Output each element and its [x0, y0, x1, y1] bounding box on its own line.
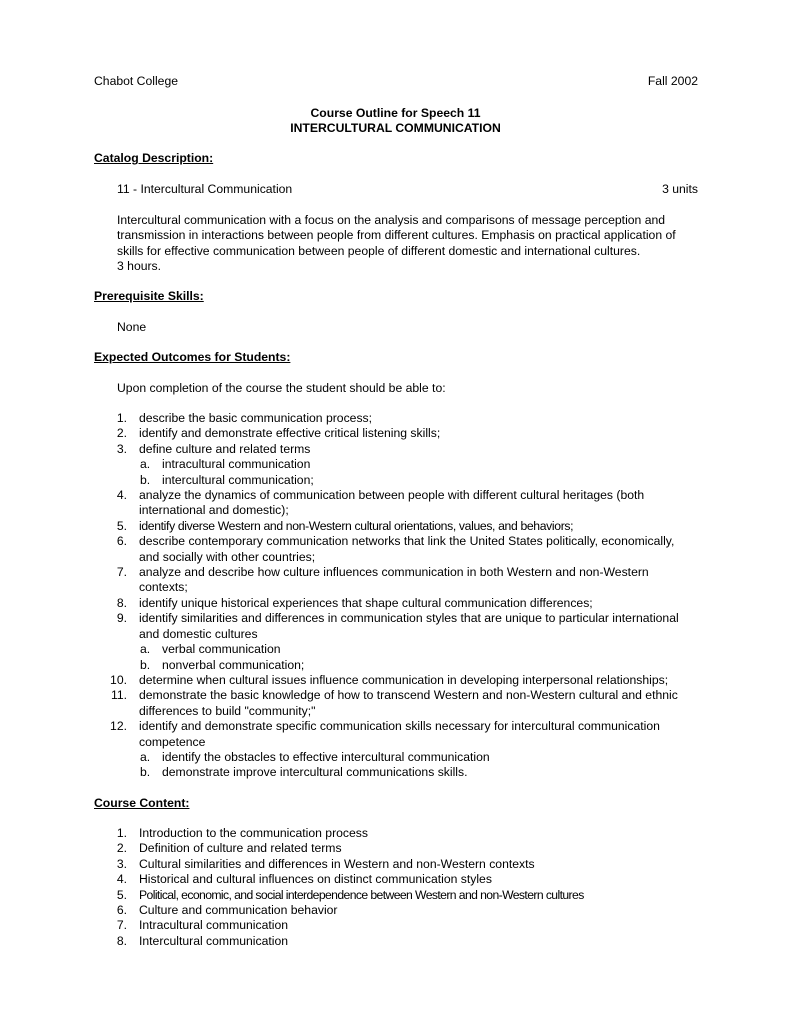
- list-item: 2. identify and demonstrate effective critical listening skills;: [116, 426, 441, 441]
- college-name: Chabot College: [94, 74, 179, 88]
- list-item: 5. Political, economic, and social interdependence between Western and non-Western cultures: [116, 887, 584, 902]
- page-header: [94, 74, 698, 89]
- content-list: [94, 826, 698, 949]
- list-item: 4. Historical and cultural influences on distinct communication styles: [116, 872, 492, 887]
- catalog-hours: 3 hours.: [117, 259, 162, 274]
- list-item: 1. describe the basic communication process;: [116, 411, 373, 425]
- list-item: 9. identify similarities and differences in communication styles that are unique to particular international and domestic cultures a. verbal communication b. nonverbal communication;: [94, 611, 698, 673]
- sub-item: b. demonstrate improve intercultural communications skills.: [140, 765, 468, 780]
- sub-item: a. intracultural communication: [140, 457, 311, 472]
- prereq-heading: Prerequisite Skills:: [94, 289, 204, 303]
- document-title: [0, 106, 791, 137]
- prereq-text: None: [117, 320, 147, 334]
- content-heading: Course Content:: [94, 796, 190, 810]
- outcomes-heading: Expected Outcomes for Students:: [94, 350, 291, 364]
- list-item: 6. Culture and communication behavior: [116, 903, 338, 918]
- list-item: 10. determine when cultural issues influence communication in developing interpersonal relationships;: [110, 672, 669, 687]
- list-item: 11. demonstrate the basic knowledge of how to transcend Western and non-Western cultural and ethnic differences to build "community;": [110, 688, 678, 718]
- list-item: 1. Introduction to the communication process: [116, 826, 368, 840]
- catalog-description: Intercultural communication with a focus on the analysis and comparisons of message perception and transmission in interactions between people from different cultures. Emphasis on practical application of skills for effective communication between people of different domestic and international cultures.: [117, 212, 676, 258]
- sub-item: b. nonverbal communication;: [140, 657, 305, 672]
- title-line-2: INTERCULTURAL COMMUNICATION: [290, 121, 501, 136]
- outcomes-list: [94, 411, 698, 781]
- title-line-1: Course Outline for Speech 11: [310, 106, 481, 120]
- course-units: 3 units: [662, 182, 698, 196]
- list-item: 3. Cultural similarities and differences in Western and non-Western contexts: [116, 856, 535, 871]
- course-name: 11 - Intercultural Communication: [117, 182, 293, 196]
- sub-item: a. identify the obstacles to effective intercultural communication: [140, 749, 490, 764]
- outcomes-intro: Upon completion of the course the student should be able to:: [117, 381, 446, 395]
- sub-list: [139, 642, 698, 673]
- list-item: 8. identify unique historical experiences that shape cultural communication differences;: [116, 595, 593, 610]
- catalog-heading: Catalog Description:: [94, 151, 214, 165]
- list-item: 4. analyze the dynamics of communication between people with different cultural heritages (both international and domestic);: [116, 488, 645, 518]
- sub-list: [139, 457, 698, 488]
- list-item: 8. Intercultural communication: [116, 933, 289, 948]
- list-item: 2. Definition of culture and related terms: [116, 841, 342, 856]
- list-item: 7. Intracultural communication: [116, 918, 289, 933]
- list-item: 6. describe contemporary communication networks that link the United States politically, economically, and socially with other countries;: [116, 534, 675, 564]
- course-row: [117, 182, 698, 197]
- list-item: 3. define culture and related terms a. intracultural communication b. intercultural communication;: [94, 442, 698, 488]
- term: Fall 2002: [647, 74, 698, 88]
- sub-item: a. verbal communication: [140, 642, 281, 657]
- list-item: 12. identify and demonstrate specific communication skills necessary for intercultural communication competence a. identify the obstacles to effective intercultural communication b. demonstrate improve intercultural communications skills.: [94, 719, 698, 781]
- catalog-block: [117, 182, 698, 274]
- sub-item: b. intercultural communication;: [140, 472, 314, 487]
- list-item: 5. identify diverse Western and non-Western cultural orientations, values, and behaviors;: [116, 518, 574, 533]
- sub-list: [139, 750, 698, 781]
- list-item: 7. analyze and describe how culture influences communication in both Western and non-Western contexts;: [116, 565, 649, 595]
